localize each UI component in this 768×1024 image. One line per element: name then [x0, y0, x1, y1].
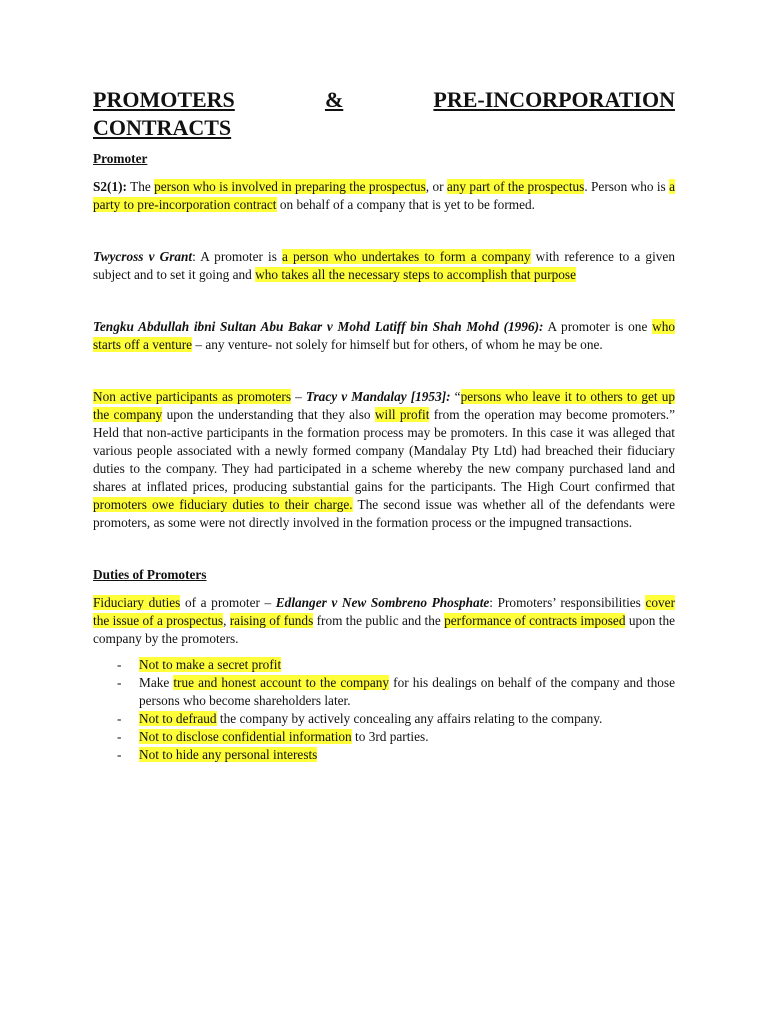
highlight: Not to hide any personal interests — [139, 747, 318, 762]
text-run: – — [291, 389, 306, 404]
text-run: : A promoter is — [192, 249, 283, 264]
title-ampersand: & — [324, 87, 344, 112]
highlight: Non active participants as promoters — [93, 389, 292, 404]
case-name: Twycross v Grant — [93, 249, 193, 264]
highlight: a person who undertakes to form a company — [282, 249, 531, 264]
highlight: performance of contracts imposed — [444, 613, 626, 628]
paragraph-twycross — [93, 248, 675, 284]
list-item — [93, 746, 675, 764]
text-run: . Person who is — [584, 179, 670, 194]
highlight: raising of funds — [229, 613, 314, 628]
highlight: Not to disclose confidential information — [139, 729, 352, 744]
text-run: for his dealings on behalf of the company and those persons who become shareholders later. — [139, 675, 675, 708]
case-name: Tracy v Mandalay [1953]: — [305, 389, 451, 404]
section-heading-duties: Duties of Promoters — [93, 567, 207, 582]
title-word-promoters: PROMOTERS — [93, 87, 235, 112]
text-run: The second issue was whether all of the defendants were promoters, as some were not directly involved in the formation process or the impugned transactions. — [93, 497, 675, 530]
list-item — [93, 728, 675, 746]
paragraph-fiduciary-duties — [93, 594, 675, 648]
text-run: from the operation may become promoters.” Held that non-active participants in the formation process may be promoters. In this case it was alleged that various people associated with a newly formed company (Mandalay Pty Ltd) had breached their fiduciary duties to the company. They had participated in a scheme whereby the new company purchased land and shares at inflated prices, producing substantial gains for the participants. The High Court confirmed that — [93, 407, 675, 494]
highlight: who takes all the necessary steps to accomplish that purpose — [255, 267, 577, 282]
highlight: a party to pre-incorporation contract — [93, 179, 675, 212]
list-item — [93, 710, 675, 728]
text-run: on behalf of a company that is yet to be formed. — [276, 197, 535, 212]
duties-list — [93, 656, 675, 764]
highlight: any part of the prospectus — [446, 179, 585, 194]
bullet-dash: - — [117, 657, 122, 672]
bullet-dash: - — [117, 747, 122, 762]
text-run: upon the company by the promoters. — [93, 613, 676, 646]
highlight: will profit — [374, 407, 430, 422]
highlight: person who is involved in preparing the prospectus — [154, 179, 426, 194]
text-run: upon the understanding that they also — [162, 407, 375, 422]
text-run: Make — [139, 675, 174, 690]
text-run: : Promoters’ responsibilities — [489, 595, 646, 610]
bullet-dash: - — [117, 675, 122, 690]
case-name: Tengku Abdullah ibni Sultan Abu Bakar v Mohd Latiff bin Shah Mohd (1996): — [93, 319, 544, 334]
highlight: persons who leave it to others to get up the company — [93, 389, 676, 422]
text-run: the company by actively concealing any affairs relating to the company. — [216, 711, 603, 726]
paragraph-tracy — [93, 388, 675, 532]
title-word-pre-incorporation: PRE-INCORPORATION — [433, 87, 675, 112]
bullet-dash: - — [117, 729, 122, 744]
text-run: of a promoter – — [180, 595, 276, 610]
highlight: Not to make a secret profit — [139, 657, 282, 672]
highlight: true and honest account to the company — [173, 675, 390, 690]
highlight: promoters owe fiduciary duties to their charge. — [93, 497, 353, 512]
highlight: cover the issue of a prospectus — [93, 595, 675, 628]
text-run: “ — [450, 389, 461, 404]
title-word-contracts: CONTRACTS — [93, 115, 232, 140]
text-run: , — [223, 613, 230, 628]
list-item — [93, 674, 675, 710]
text-run: A promoter is one — [543, 319, 653, 334]
paragraph-s2 — [93, 178, 675, 214]
document-body — [93, 86, 675, 764]
statute-label: S2(1): — [93, 179, 127, 194]
text-run: with reference to a given subject and to set it going and — [93, 249, 675, 282]
bullet-dash: - — [117, 711, 122, 726]
text-run: from the public and the — [313, 613, 445, 628]
text-run: The — [126, 179, 155, 194]
paragraph-tengku — [93, 318, 675, 354]
highlight: Not to defraud — [139, 711, 217, 726]
text-run: to 3rd parties. — [351, 729, 429, 744]
text-run: , or — [425, 179, 447, 194]
section-heading-promoter: Promoter — [93, 151, 148, 166]
document-title — [93, 86, 675, 142]
case-name: Edlanger v New Sombreno Phosphate — [275, 595, 490, 610]
highlight: Fiduciary duties — [93, 595, 181, 610]
list-item — [93, 656, 675, 674]
text-run: – any venture- not solely for himself but for others, of whom he may be one. — [192, 337, 603, 352]
highlight: who starts off a venture — [93, 319, 675, 352]
